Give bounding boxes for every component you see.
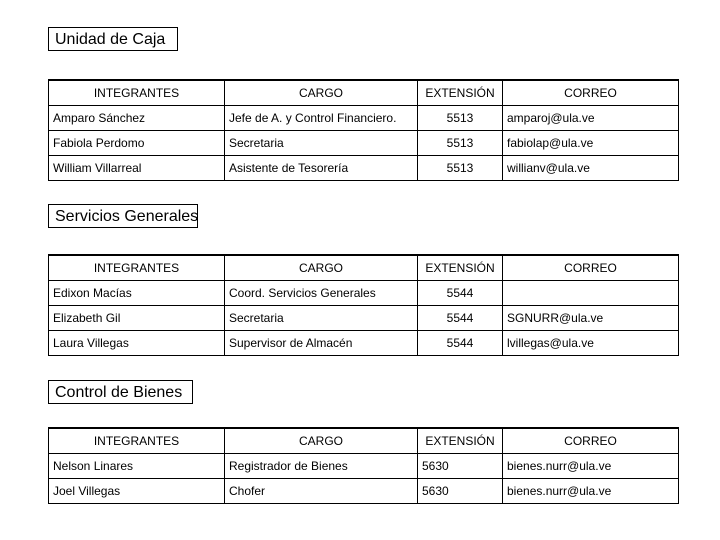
column-header-integrantes: INTEGRANTES — [49, 80, 225, 106]
cell-correo: amparoj@ula.ve — [503, 106, 679, 131]
cell-correo: bienes.nurr@ula.ve — [503, 454, 679, 479]
cell-cargo: Chofer — [225, 479, 418, 504]
cell-extension: 5513 — [418, 156, 503, 181]
cell-name: Elizabeth Gil — [49, 306, 225, 331]
table-control-de-bienes — [48, 427, 679, 504]
column-header-extension: EXTENSIÓN — [418, 255, 503, 281]
cell-name: Nelson Linares — [49, 454, 225, 479]
column-header-cargo: CARGO — [225, 255, 418, 281]
cell-correo: bienes.nurr@ula.ve — [503, 479, 679, 504]
table-header-row — [49, 428, 679, 454]
column-header-correo: CORREO — [503, 80, 679, 106]
table-row — [49, 454, 679, 479]
cell-extension: 5544 — [418, 306, 503, 331]
cell-name: Fabiola Perdomo — [49, 131, 225, 156]
table-row — [49, 106, 679, 131]
column-header-extension: EXTENSIÓN — [418, 80, 503, 106]
cell-name: William Villarreal — [49, 156, 225, 181]
cell-name: Edixon Macías — [49, 281, 225, 306]
column-header-correo: CORREO — [503, 255, 679, 281]
section-title-servicios-generales: Servicios Generales — [48, 204, 198, 228]
cell-correo: fabiolap@ula.ve — [503, 131, 679, 156]
cell-extension: 5544 — [418, 281, 503, 306]
column-header-extension: EXTENSIÓN — [418, 428, 503, 454]
cell-cargo: Secretaria — [225, 131, 418, 156]
cell-name: Joel Villegas — [49, 479, 225, 504]
table-row — [49, 479, 679, 504]
cell-extension: 5513 — [418, 106, 503, 131]
cell-cargo: Registrador de Bienes — [225, 454, 418, 479]
cell-correo: willianv@ula.ve — [503, 156, 679, 181]
table-row — [49, 331, 679, 356]
table-servicios-generales — [48, 254, 679, 356]
cell-correo — [503, 281, 679, 306]
table-row — [49, 156, 679, 181]
table-header-row — [49, 255, 679, 281]
cell-correo: SGNURR@ula.ve — [503, 306, 679, 331]
cell-name: Laura Villegas — [49, 331, 225, 356]
cell-name: Amparo Sánchez — [49, 106, 225, 131]
column-header-integrantes: INTEGRANTES — [49, 255, 225, 281]
table-row — [49, 306, 679, 331]
column-header-cargo: CARGO — [225, 80, 418, 106]
cell-cargo: Secretaria — [225, 306, 418, 331]
section-title-unidad-de-caja: Unidad de Caja — [48, 27, 178, 51]
column-header-integrantes: INTEGRANTES — [49, 428, 225, 454]
cell-extension: 5630 — [418, 479, 503, 504]
table-row — [49, 131, 679, 156]
cell-extension: 5544 — [418, 331, 503, 356]
cell-extension: 5630 — [418, 454, 503, 479]
table-row — [49, 281, 679, 306]
table-header-row — [49, 80, 679, 106]
cell-cargo: Jefe de A. y Control Financiero. — [225, 106, 418, 131]
section-title-control-de-bienes: Control de Bienes — [48, 380, 193, 404]
cell-extension: 5513 — [418, 131, 503, 156]
column-header-correo: CORREO — [503, 428, 679, 454]
cell-correo: lvillegas@ula.ve — [503, 331, 679, 356]
cell-cargo: Asistente de Tesorería — [225, 156, 418, 181]
table-unidad-de-caja — [48, 79, 679, 181]
cell-cargo: Supervisor de Almacén — [225, 331, 418, 356]
column-header-cargo: CARGO — [225, 428, 418, 454]
cell-cargo: Coord. Servicios Generales — [225, 281, 418, 306]
